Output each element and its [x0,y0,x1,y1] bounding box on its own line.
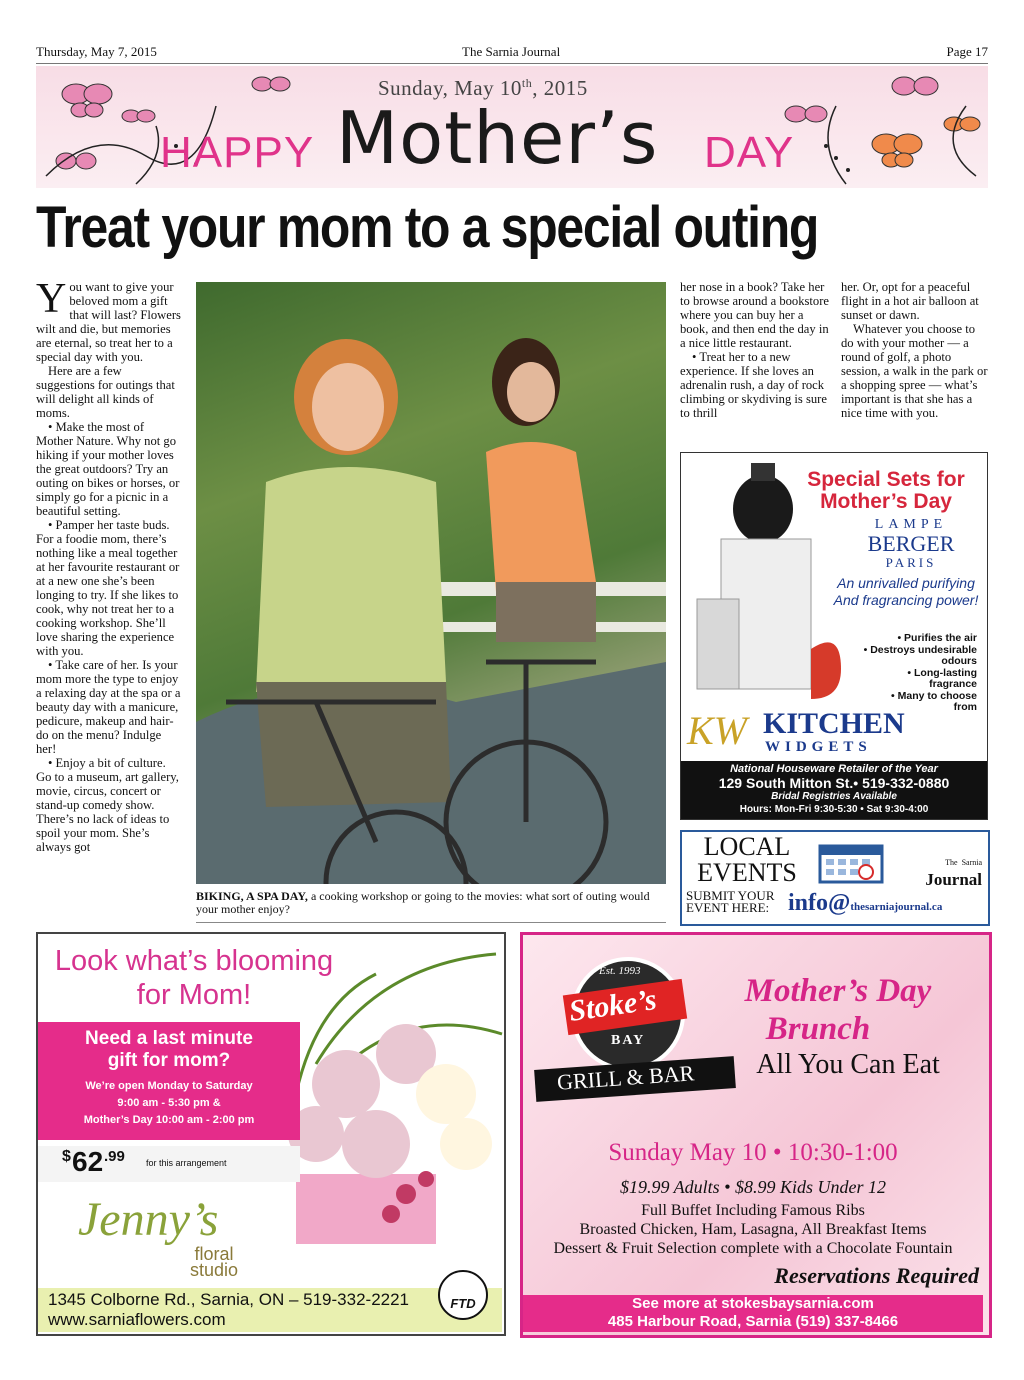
kw-ad-title [791,469,981,513]
benefit-item: fragrance [929,678,977,690]
lampe-text: LAMPE [874,517,948,532]
logo-journal: Journal [925,870,982,889]
calendar-icon [818,838,888,884]
stokes-name: Stoke’s [567,983,659,1028]
banner-mothers: Mother’s [336,96,659,180]
stokes-when: Sunday May 10 • 10:30-1:00 [608,1139,898,1166]
paragraph: Whatever you choose to do with your mother — a round of golf, a photo session, a walk in the park or a shopping spree — what’s important is that she has a nice time with you. [841,322,988,420]
jennys-price [38,1146,300,1182]
article-headline: Treat your mom to a special outing [36,195,819,260]
banner-happy: HAPPY [160,128,315,177]
jennys-need-2: gift for mom? [107,1050,231,1071]
logo-sarnia: Sarnia [961,858,982,867]
stokes-ayce: All You Can Eat [756,1049,940,1080]
stokes-title-2: Brunch [765,1011,871,1047]
submit-line1: SUBMIT YOUR [686,888,775,903]
jennys-hours-3: Mother’s Day 10:00 am - 2:00 pm [83,1114,255,1126]
article-column-2 [680,280,830,420]
events-word: EVENTS [697,858,797,887]
jennys-address: 1345 Colborne Rd., Sarnia, ON – 519-332-2221 [48,1290,410,1309]
kitchen-widgets-ad [680,452,988,820]
biking-photo [196,282,666,884]
kw-retailer: National Houseware Retailer of the Year [730,763,938,775]
paragraph: ou want to give your beloved mom a gift that will last? Flowers wilt and die, but memories are eternal, so treat her to a special day with you. [36,280,181,364]
header-rule [36,63,988,64]
lampe-tagline [831,575,981,609]
ftd-logo [438,1270,488,1320]
email-domain: thesarniajournal.ca [850,901,943,913]
berger-text: BERGER [867,531,955,556]
local-events-ad [680,830,990,926]
jennys-footer [38,1288,502,1332]
photo-illustration [196,282,666,884]
paragraph: her nose in a book? Take her to browse around a bookstore where you can buy her a book, and then end the day in a nice little restaurant. [680,280,829,350]
kitchen-brand: KITCHEN [763,707,905,740]
local-events-title [692,834,802,886]
stokes-title-1: Mother’s Day [744,973,932,1009]
tagline-1: An unrivalled purifying [837,575,975,591]
page-number: Page 17 [946,44,988,59]
jennys-floral-ad [36,932,506,1336]
stokes-prices: $19.99 Adults • $8.99 Kids Under 12 [620,1177,886,1197]
paragraph: • Enjoy a bit of culture. Go to a museum, art gallery, movie, circus, concert or stand-up comedy show. There’s no lack of ideas to spoil your mom. She’s always got [36,756,179,854]
mothers-day-banner [36,66,988,188]
submit-event [686,890,775,914]
benefit-item: • Long-lasting [907,666,977,679]
kw-registry: Bridal Registries Available [771,791,897,802]
jennys-hours-2: 9:00 am - 5:30 pm & [117,1097,221,1109]
paragraph: • Make the most of Mother Nature. Why not go hiking if your mother loves the great outdoors? Try an outing on bikes or horses, or simply go for a picnic in a beautiful setting. [36,420,180,518]
issue-date: Thursday, May 7, 2015 [36,44,157,59]
logo-the: The [945,858,958,867]
price-dollar: $ [62,1148,71,1165]
stokes-est: Est. 1993 [599,965,641,977]
article-column-3 [841,280,989,420]
local-word: LOCAL [703,832,791,861]
paragraph: Here are a few suggestions for outings that will delight all kinds of moms. [36,364,175,420]
paragraph: • Treat her to a new experience. If she loves an adrenalin rush, a day of rock climbing or skydiving is sure to thrill [680,350,827,420]
benefit-item: from [953,701,977,713]
kw-address: 129 South Mitton St.• 519-332-0880 [718,775,950,791]
kw-hours: Hours: Mon-Fri 9:30-5:30 • Sat 9:30-4:00 [739,804,929,815]
tagline-2: And fragrancing power! [833,592,979,608]
menu-line: Full Buffet Including Famous Ribs [641,1202,865,1219]
ftd-text: FTD [450,1296,476,1311]
jennys-headline-2: for Mom! [136,979,252,1011]
benefit-item: • Many to choose [891,689,977,702]
grill-bar: GRILL & BAR [556,1060,695,1095]
caption-rule [196,922,666,923]
paragraph: her. Or, opt for a peaceful flight in a hot air balloon at sunset or dawn. [841,280,979,322]
stokes-footer [523,1295,983,1332]
kw-title-line1: Special Sets for [807,468,965,491]
widgets-brand: WIDGETS [765,739,872,755]
lampe-benefits [851,633,977,714]
caption-lead: BIKING, A SPA DAY, [196,889,308,903]
jennys-brand: Jenny’s [78,1193,219,1246]
caption-text: a cooking workshop or going to the movies: what sort of outing would your mother enjoy? [196,889,650,916]
menu-line: Dessert & Fruit Selection complete with a Chocolate Fountain [553,1240,953,1257]
benefit-item: • Destroys undesirable [863,643,977,656]
paragraph: • Pamper her taste buds. For a foodie mom, there’s nothing like a meal together at her favourite restaurant or at a new one she’s been longing to try. If she likes to cook, why not treat her to a cooking workshop. She’ll love sharing the experience with you. [36,518,180,658]
jennys-hours-1: We’re open Monday to Saturday [85,1080,253,1092]
stokes-menu [523,1201,983,1258]
kw-monogram: KW [687,708,747,753]
floral-studio [190,1246,238,1278]
stokes-bay-word: BAY [611,1033,646,1048]
price-cents: .99 [104,1148,125,1165]
stokes-reservations: Reservations Required [774,1263,979,1288]
floral-word: floral [194,1244,234,1264]
banner-year: , 2015 [532,76,588,100]
stokes-address: 485 Harbour Road, Sarnia (519) 337-8466 [607,1313,899,1330]
paris-text: PARIS [885,555,937,570]
stokes-website[interactable]: See more at stokesbaysarnia.com [632,1295,874,1312]
benefit-item: odours [941,655,977,667]
banner-date-text: Sunday, May 10 [378,76,522,100]
article-column-1 [36,276,182,854]
banner-date-sup: th [521,76,533,90]
jennys-website[interactable]: www.sarniaflowers.com [48,1310,226,1329]
paper-name: The Sarnia Journal [462,44,561,59]
email-at: @ [828,890,851,916]
benefit-item: • Purifies the air [897,632,977,644]
menu-line: Broasted Chicken, Ham, Lasagna, All Breakfast Items [579,1221,927,1238]
jennys-promo-box [38,1022,300,1140]
kw-title-line2: Mother’s Day [820,490,952,513]
jennys-headline [44,944,344,1012]
price-main: 62 [72,1146,104,1177]
journal-logo [902,852,982,890]
paragraph: • Take care of her. Is your mom more the type to enjoy a relaxing day at the spa or a beauty day with a manicure, pedicure, makeup and hair-do on the menu? Indulge her! [36,658,181,756]
studio-word: studio [190,1260,239,1280]
price-note: for this arrangement [146,1158,227,1168]
email-user: info [788,890,829,916]
lampe-berger-logo [851,517,971,571]
photo-caption [196,890,666,916]
jennys-headline-1: Look what’s blooming [54,945,334,977]
banner-day: DAY [704,128,795,177]
submit-line2: EVENT HERE: [686,900,770,915]
events-email-link[interactable] [788,890,942,917]
kw-info-bar [681,761,987,819]
stokes-bay-ad [520,932,992,1338]
drop-cap: Y [36,276,67,322]
jennys-need-1: Need a last minute [85,1028,253,1049]
